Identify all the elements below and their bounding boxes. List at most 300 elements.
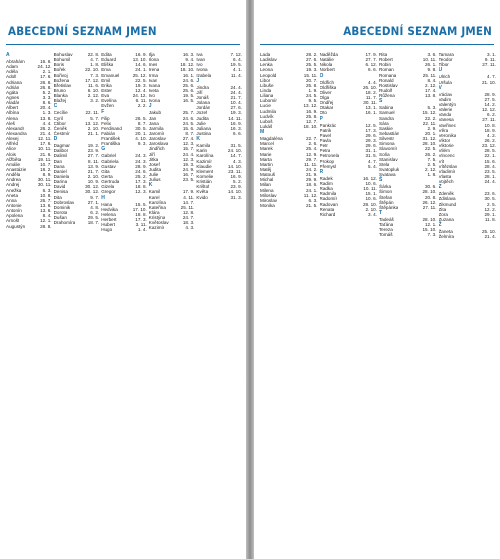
name-day-date: 11. 7.	[365, 94, 377, 100]
name-day-date: 27. 1.	[87, 199, 100, 205]
name-text: Gregor	[101, 189, 116, 195]
name-text: Šimon	[379, 189, 393, 195]
name-text: Adéla	[6, 69, 18, 75]
name-day-date: 23. 12.	[481, 143, 496, 149]
name-day-date: 21. 7.	[87, 168, 100, 174]
name-day-date: 14. 10.	[227, 163, 242, 169]
name-text: Matouš	[260, 172, 276, 178]
name-day-date: 25. 2.	[135, 173, 147, 179]
name-text: Natálie	[319, 57, 334, 63]
name-day-date: 24. 3.	[135, 153, 147, 159]
name-day-date: 3. 6.	[427, 52, 437, 57]
name-day-date: 6. 3.	[308, 197, 318, 203]
name-column	[379, 52, 437, 553]
name-day-date: 1. 9.	[308, 87, 318, 93]
name-text: Čestmír	[53, 130, 70, 136]
name-text: Richard	[319, 211, 336, 217]
name-text: Libuše	[260, 82, 274, 88]
name-text: Stela	[379, 161, 390, 167]
name-day-date: 27. 7.	[87, 153, 100, 159]
name-day-date: 26. 2.	[40, 125, 52, 131]
name-text: Marie	[260, 151, 272, 157]
name-day-date: 12. 2.	[484, 206, 496, 212]
name-day-date: 25. 7.	[182, 110, 195, 116]
name-text: Čeněk	[53, 125, 67, 131]
name-text: Zdislava	[438, 196, 456, 202]
name-text: Eliška	[101, 62, 114, 68]
title-rule	[260, 44, 494, 45]
name-text: Judita	[148, 166, 162, 172]
name-text: Alice	[6, 146, 16, 152]
name-text: Petr	[319, 143, 328, 149]
name-text: Adolf	[6, 74, 17, 80]
name-text: Ivan	[148, 77, 158, 83]
section-letter: R	[319, 168, 324, 175]
name-text: Oldřiška	[319, 84, 337, 90]
name-day-date: 16. 9.	[306, 108, 318, 114]
name-text: Tamara	[438, 52, 454, 57]
name-text: Edita	[101, 52, 112, 57]
name-day-date: 28. 10.	[422, 141, 437, 147]
name-text: Miroslav	[260, 197, 278, 203]
section-letter: S	[379, 98, 383, 105]
name-text: Zdeněk	[438, 191, 454, 197]
name-text: Rostislav	[379, 82, 398, 88]
name-day-date: 12. 5.	[365, 122, 377, 128]
name-day-date: 16. 12.	[362, 175, 377, 181]
name-text: Dalibor	[53, 148, 69, 154]
name-day-date: 5. 2.	[233, 179, 242, 185]
name-text: Stanislav	[379, 156, 398, 162]
name-day-date: 3. 1.	[487, 52, 496, 57]
name-day-date: 22. 1.	[484, 153, 496, 159]
name-text: Uršula	[438, 79, 452, 85]
name-day-date: 19. 3.	[135, 82, 147, 88]
name-day-date: 10. 11.	[37, 146, 52, 152]
name-text: Oto	[319, 110, 327, 116]
name-day-date: 26. 10.	[362, 84, 377, 90]
name-text: Klaudie	[196, 163, 212, 169]
name-day-date: 10. 9.	[87, 179, 100, 185]
name-text: Alexej	[6, 136, 19, 142]
name-text: Vojtěch	[438, 179, 454, 185]
name-text: Erika	[101, 82, 112, 88]
name-text: Svatava	[379, 172, 396, 178]
name-text: Filip	[101, 115, 110, 121]
section-letter: D	[53, 136, 58, 143]
name-text: Emil	[101, 77, 111, 83]
name-text: Liliana	[260, 93, 274, 99]
section-letter: P	[319, 115, 323, 122]
name-day-date: 10. 6.	[365, 196, 377, 202]
name-day-date: 18. 12.	[180, 62, 195, 68]
name-day-date: 15. 10.	[422, 227, 437, 233]
name-day-date: 13. 12.	[303, 103, 318, 109]
name-day-date: 27. 11.	[422, 204, 437, 210]
name-day-date: 24. 3.	[135, 158, 147, 164]
name-text: Slavomír	[379, 146, 398, 152]
name-text: Radim	[319, 180, 333, 186]
name-text: Lubomír	[260, 98, 277, 104]
name-text: Jonáš	[196, 94, 209, 100]
name-day-date: 14. 11.	[228, 115, 242, 121]
left-page	[0, 0, 246, 559]
name-text: Jitka	[148, 156, 159, 162]
name-day-date: 29. 6.	[365, 132, 377, 138]
name-day-date: 17. 3.	[135, 216, 147, 222]
name-day-date: 10. 8.	[484, 122, 496, 128]
name-text: Radmila	[319, 191, 337, 197]
name-text: Eduard	[101, 57, 117, 63]
name-text: Julie	[148, 172, 159, 178]
name-text: Tibor	[438, 62, 449, 68]
name-day-date: 2. 1.	[42, 69, 52, 75]
name-text: Oliver	[319, 89, 332, 95]
name-day-date: 30. 12.	[85, 189, 100, 195]
section-letter: Š	[379, 177, 383, 184]
name-text: Hugo	[101, 227, 113, 233]
name-text: Dušan	[53, 215, 67, 221]
name-text: Jakub	[148, 110, 162, 116]
name-text: Klement	[196, 168, 214, 174]
name-text: Radka	[319, 186, 333, 192]
name-day-date: 18. 9.	[484, 127, 496, 133]
name-day-date: 7. 3.	[427, 232, 437, 238]
name-day-date: 4. 7.	[90, 57, 100, 63]
name-text: Kateřina	[148, 204, 166, 210]
name-column	[101, 52, 147, 553]
name-day-date: 6. 4.	[233, 57, 242, 63]
name-entry	[439, 234, 497, 239]
name-text: Alexandr	[6, 125, 25, 131]
name-entry	[320, 212, 378, 217]
name-text: Anna	[6, 197, 17, 203]
name-text: Ines	[148, 62, 158, 68]
page-title: ABECEDNÍ SEZNAM JMEN	[8, 24, 157, 38]
name-text: Karel	[148, 194, 160, 200]
name-day-date: 28. 10.	[422, 216, 437, 222]
name-day-date: 25. 12.	[132, 72, 147, 78]
name-text: Gizela	[101, 184, 115, 190]
name-day-date: 19. 3.	[182, 161, 195, 167]
name-text: František	[101, 136, 121, 142]
section-letter: O	[319, 72, 324, 79]
name-day-date: 14. 10.	[227, 189, 242, 195]
name-text: Ronald	[379, 77, 394, 83]
name-text: Drahomíra	[53, 220, 76, 226]
name-text: Kazimír	[148, 225, 165, 231]
name-text: Bořek	[53, 67, 66, 73]
name-text: Saskie	[379, 125, 393, 131]
name-day-date: 21. 10.	[481, 79, 496, 85]
name-day-date: 17. 3.	[365, 127, 377, 133]
name-day-date: 22. 2.	[425, 115, 437, 121]
name-text: Julie	[196, 120, 206, 126]
name-day-date: 13. 9.	[87, 163, 100, 169]
name-day-date: 28. 2.	[306, 52, 318, 57]
name-day-date: 7. 12.	[230, 52, 242, 57]
name-text: Božena	[53, 77, 70, 83]
name-text: Vít	[438, 158, 445, 164]
name-day-date: 15. 6.	[484, 158, 496, 164]
name-text: Růžena	[379, 93, 395, 99]
name-day-date: 18. 2.	[40, 166, 52, 172]
name-day-date: 2. 10.	[87, 173, 100, 179]
name-text: Šárka	[379, 184, 392, 190]
name-day-date: 13. 12.	[85, 120, 100, 126]
name-day-date: 31. 1.	[365, 148, 377, 154]
name-text: Ema	[101, 67, 111, 73]
name-entry	[101, 227, 147, 232]
name-entry	[149, 225, 195, 230]
name-day-date: 20. 7.	[306, 77, 318, 83]
name-day-date: 2. 10.	[87, 125, 100, 131]
name-day-date: 21. 9.	[306, 172, 318, 178]
name-day-date: 13. 8.	[40, 115, 52, 121]
name-text: Petronela	[319, 153, 340, 159]
name-day-date: 6. 2.	[90, 209, 100, 215]
section-letter: G	[101, 146, 106, 153]
name-text: Kristián	[196, 179, 212, 185]
name-day-date: 26. 2.	[484, 137, 496, 143]
name-day-date: 17. 6.	[40, 74, 52, 80]
name-day-date: 23. 5.	[484, 168, 496, 174]
name-day-date: 2. 2.	[137, 103, 147, 109]
name-day-date: 20. 1.	[135, 130, 147, 136]
name-text: Magdaléna	[260, 136, 283, 142]
name-column	[54, 52, 100, 553]
name-text: Jaroslava	[148, 141, 169, 147]
name-day-date: 14. 2.	[484, 101, 496, 107]
name-day-date: 30. 5.	[135, 125, 147, 131]
name-day-date: 22. 11.	[85, 110, 100, 116]
name-day-date: 27. 5.	[484, 96, 496, 102]
name-columns	[6, 52, 242, 553]
section-letter: C	[53, 103, 58, 110]
name-day-date: 23. 9.	[87, 148, 100, 154]
name-text: Josef	[148, 161, 160, 167]
name-text: Emanuel	[101, 72, 120, 78]
name-text: Oldřich	[319, 79, 335, 85]
name-day-date: 9. 11.	[484, 57, 496, 63]
name-text: Alexandra	[6, 130, 27, 136]
section-letter: K	[196, 136, 200, 143]
name-text: Robin	[379, 62, 392, 68]
name-day-date: 19. 2.	[87, 143, 100, 149]
name-text: Jana	[148, 120, 159, 126]
name-text: Aleš	[6, 120, 15, 126]
name-column	[6, 52, 52, 553]
name-text: Michal	[260, 177, 274, 183]
name-day-date: 19. 3.	[230, 110, 242, 116]
name-text: Pavel	[319, 132, 331, 138]
name-text: Iva	[196, 52, 203, 57]
name-entry	[196, 195, 242, 200]
name-text: Norbert	[319, 67, 335, 73]
name-text: Felix	[101, 120, 111, 126]
name-day-date: 11. 4.	[230, 72, 242, 78]
name-text: Jiří	[196, 89, 203, 95]
name-day-date: 25. 5.	[306, 62, 318, 68]
name-day-date: 31. 12.	[422, 136, 437, 142]
name-text: Vítězslav	[438, 163, 458, 169]
name-day-date: 2. 9.	[427, 125, 437, 131]
name-entry	[54, 220, 100, 225]
name-text: Naděžda	[319, 52, 338, 57]
name-day-date: 11. 8.	[484, 216, 496, 222]
name-text: Kristýna	[148, 215, 166, 221]
name-day-date: 10. 6.	[365, 180, 377, 186]
name-day-date: 16. 3.	[230, 125, 242, 131]
name-text: Pavla	[319, 137, 331, 143]
name-day-date: 12. 3.	[182, 141, 195, 147]
name-text: Ladislav	[260, 57, 277, 63]
name-text: Cyril	[53, 115, 63, 121]
name-day-date: 20. 1.	[425, 130, 437, 136]
name-day-date: 25. 11.	[180, 204, 195, 210]
name-day-date: 1. 8.	[427, 172, 437, 178]
name-text: Ivona	[148, 98, 161, 104]
name-day-date: 5. 7.	[90, 115, 100, 121]
name-text: Albína	[6, 110, 20, 116]
name-text: Izabela	[196, 72, 212, 78]
name-text: Anastázie	[6, 166, 27, 172]
name-day-date: 25. 8.	[306, 82, 318, 88]
name-day-date: 16. 5.	[182, 98, 195, 104]
section-letter: U	[438, 67, 443, 74]
name-day-date: 28. 9.	[484, 91, 496, 97]
name-text: Arnošt	[6, 218, 20, 224]
name-text: Augustýn	[6, 223, 26, 229]
name-day-date: 5. 4.	[368, 163, 377, 169]
name-day-date: 12. 3.	[135, 189, 147, 195]
name-text: Květoslav	[148, 220, 169, 226]
name-day-date: 30. 11.	[37, 182, 52, 188]
name-day-date: 25. 6.	[182, 82, 195, 88]
name-day-date: 24. 2.	[306, 166, 318, 172]
name-text: Patrik	[319, 127, 332, 133]
name-day-date: 20. 8.	[425, 194, 437, 200]
name-day-date: 30. 5.	[484, 196, 496, 202]
name-day-date: 2. 5.	[487, 201, 496, 207]
name-text: Vilém	[438, 148, 450, 154]
name-text: Bořivoj	[53, 72, 68, 78]
name-day-date: 13. 1.	[365, 105, 377, 111]
name-text: Dalimil	[53, 153, 68, 159]
name-text: Sabina	[379, 105, 394, 111]
name-text: Cecílie	[53, 110, 68, 116]
name-text: Linda	[260, 87, 272, 93]
name-text: Miloslav	[260, 192, 277, 198]
name-text: Bohumil	[53, 57, 71, 63]
section-letter: J	[148, 103, 152, 110]
name-day-date: 22. 5.	[425, 146, 437, 152]
name-day-date: 4. 7.	[368, 158, 377, 164]
section-letter: F	[101, 108, 105, 115]
name-day-date: 3. 3.	[42, 94, 52, 100]
name-text: Nikola	[319, 62, 333, 68]
name-text: Denisa	[53, 189, 68, 195]
section-letter: J	[196, 77, 200, 84]
name-text: Zora	[438, 211, 448, 217]
name-text: Dita	[53, 194, 62, 200]
name-text: Ondřej	[319, 100, 334, 106]
name-text: Věra	[438, 127, 449, 133]
name-text: Karin	[196, 148, 208, 154]
name-text: Justina	[196, 130, 211, 136]
name-text: Valerie	[438, 107, 453, 113]
name-day-date: 27. 7.	[365, 57, 377, 63]
name-day-date: 17. 4.	[425, 87, 437, 93]
name-day-date: 1. 3.	[42, 110, 52, 116]
name-day-date: 15. 7.	[182, 146, 195, 152]
name-text: Vlasta	[438, 173, 452, 179]
name-day-date: 24. 6.	[135, 168, 147, 174]
name-text: Jarmila	[148, 125, 164, 131]
name-text: Klára	[148, 209, 160, 215]
name-day-date: 6. 6.	[368, 67, 377, 73]
name-day-date: 8. 7.	[185, 130, 195, 136]
name-day-date: 5. 2.	[42, 89, 52, 95]
name-day-date: 28. 9.	[135, 163, 147, 169]
name-day-date: 4. 11.	[183, 194, 195, 200]
name-day-date: 16. 9.	[230, 120, 242, 126]
name-day-date: 23. 6.	[484, 191, 496, 197]
name-day-date: 28. 8.	[40, 223, 52, 229]
name-text: Blanka	[53, 93, 68, 99]
name-day-date: 9. 8.	[427, 67, 437, 73]
name-day-date: 2. 12.	[87, 93, 100, 99]
name-day-date: 31. 5.	[230, 143, 242, 149]
name-text: Želmíra	[438, 234, 455, 240]
name-text: Viktorie	[438, 143, 454, 149]
name-text: Vadim	[438, 96, 452, 102]
name-day-date: 4. 10.	[135, 136, 147, 142]
name-day-date: 26. 8.	[40, 79, 52, 85]
name-text: Irma	[148, 72, 158, 78]
name-text: Alena	[6, 115, 18, 121]
name-text: Ulrich	[438, 74, 451, 80]
name-text: Adam	[6, 64, 19, 70]
name-text: Judita	[196, 115, 209, 121]
name-text: Simona	[379, 141, 395, 147]
name-text: Marek	[260, 146, 273, 152]
name-text: Dan	[53, 158, 63, 164]
name-text: Vavřinec	[438, 122, 457, 128]
name-text: Karolína	[196, 153, 214, 159]
name-day-date: 4. 4.	[42, 120, 52, 126]
name-day-date: 27. 11.	[482, 62, 496, 68]
name-text: Helena	[101, 211, 116, 217]
name-day-date: 30. 12.	[85, 184, 100, 190]
name-day-date: 23. 5.	[182, 177, 195, 183]
name-day-date: 7. 5.	[427, 156, 437, 162]
name-day-date: 6. 6.	[233, 130, 242, 136]
name-day-date: 24. 4.	[230, 84, 242, 90]
name-day-date: 16. 9.	[230, 173, 242, 179]
name-day-date: 6. 10.	[87, 87, 100, 93]
name-text: Matěj	[260, 166, 272, 172]
name-text: Hedvika	[101, 206, 118, 212]
name-day-date: 10. 8.	[40, 192, 52, 198]
name-day-date: 16. 1.	[182, 72, 195, 78]
name-text: Samuel	[379, 110, 395, 116]
name-text: Františka	[101, 141, 121, 147]
name-text: Lenka	[260, 62, 273, 68]
name-day-date: 15. 11.	[303, 72, 318, 78]
name-day-date: 18. 8.	[135, 211, 147, 217]
binding-gutter	[246, 0, 254, 559]
